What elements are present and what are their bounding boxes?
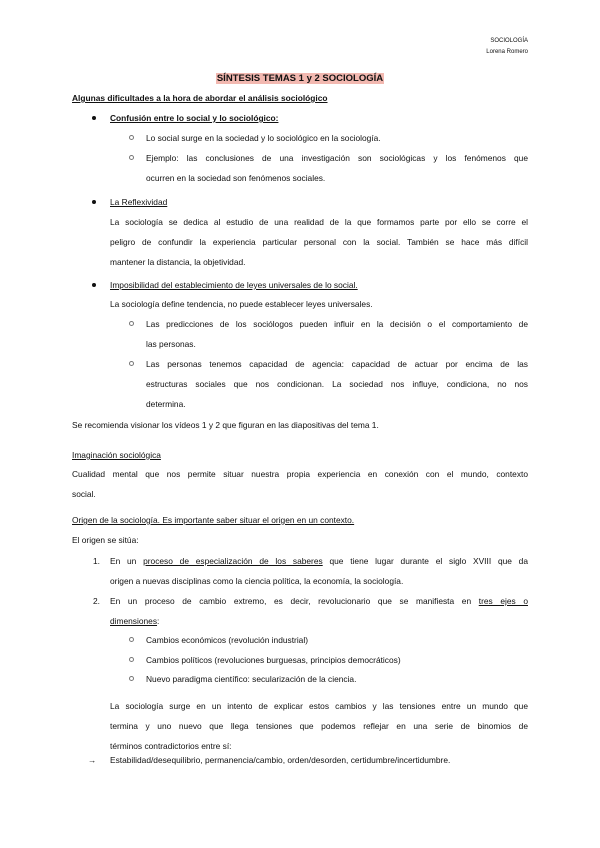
note: Se recomienda visionar los vídeos 1 y 2 que figuran en las diapositivas del tema 1. — [72, 420, 379, 430]
text: : — [157, 616, 160, 626]
circle-bullet-icon — [129, 321, 134, 326]
circle-bullet-icon — [129, 361, 134, 366]
list-item — [110, 596, 528, 606]
paragraph-line: El origen se sitúa: — [72, 535, 139, 545]
header-author: Lorena Romero — [486, 49, 528, 55]
list-item — [110, 556, 528, 566]
header-subject: SOCIOLOGÍA — [490, 38, 528, 44]
page-title: SÍNTESIS TEMAS 1 y 2 SOCIOLOGÍA — [216, 73, 384, 84]
list-item-cont — [110, 616, 159, 626]
text: En un proceso de cambio extremo, es decir, revolucionario que se manifiesta en — [110, 596, 479, 606]
list-item-cont: las personas. — [146, 339, 196, 349]
paragraph-line: peligro de confundir la experiencia particular personal con la social. También se hace más difícil — [110, 237, 528, 247]
list-item: Ejemplo: las conclusiones de una investigación son sociológicas y los fenómenos que — [146, 153, 528, 163]
paragraph-line: La sociología se dedica al estudio de una realidad de la que formamos parte por ello se corre el — [110, 217, 528, 227]
paragraph-line: La sociología surge en un intento de explicar estos cambios y las tensiones entre un mundo que — [110, 701, 528, 711]
bullet-icon — [92, 283, 96, 287]
bullet-icon — [92, 200, 96, 204]
circle-bullet-icon — [129, 657, 134, 662]
paragraph-line: términos contradictorios entre sí: — [110, 741, 232, 751]
bullet-label: Confusión entre lo social y lo sociológico: — [110, 113, 279, 123]
circle-bullet-icon — [129, 155, 134, 160]
paragraph-line: termina y uno nuevo que llega tensiones que podemos reflejar en una serie de binomios de — [110, 721, 528, 731]
section-heading: Origen de la sociología. Es importante saber situar el origen en un contexto. — [72, 515, 355, 525]
circle-bullet-icon — [129, 676, 134, 681]
bullet-icon — [92, 116, 96, 120]
underlined-text: proceso de especialización de los saberes — [143, 556, 323, 566]
underlined-text: tres ejes o — [478, 596, 528, 606]
circle-bullet-icon — [129, 135, 134, 140]
list-item: Cambios económicos (revolución industrial) — [146, 635, 308, 645]
list-item: Nuevo paradigma científico: secularización de la ciencia. — [146, 674, 357, 684]
circle-bullet-icon — [129, 637, 134, 642]
list-item: Cambios políticos (revoluciones burguesas, principios democráticos) — [146, 655, 401, 665]
list-number: 1. — [93, 556, 100, 566]
list-item-cont: ocurren en la sociedad son fenómenos sociales. — [146, 173, 326, 183]
list-item-cont: estructuras sociales que nos condicionan. La sociedad nos influye, condiciona, no nos — [146, 379, 528, 389]
paragraph-line: Cualidad mental que nos permite situar nuestra propia experiencia en conexión con el mundo, contexto — [72, 469, 528, 479]
section-heading: Imaginación sociológica — [72, 450, 161, 460]
bullet-label: La Reflexividad — [110, 197, 168, 207]
paragraph-line: social. — [72, 489, 96, 499]
arrow-item: Estabilidad/desequilibrio, permanencia/cambio, orden/desorden, certidumbre/incertidumbre. — [110, 755, 451, 765]
list-item: Las personas tenemos capacidad de agencia: capacidad de actuar por encima de las — [146, 359, 528, 369]
bullet-label: Imposibilidad del establecimiento de leyes universales de lo social. — [110, 280, 358, 290]
text: que tiene lugar durante el siglo XVIII que da — [322, 556, 528, 566]
text: En un — [110, 556, 144, 566]
list-item: Las predicciones de los sociólogos pueden influir en la decisión o el comportamiento de — [146, 319, 528, 329]
list-number: 2. — [93, 596, 100, 606]
underlined-text: dimensiones — [110, 616, 158, 626]
list-item-cont: origen a nuevas disciplinas como la ciencia política, la economía, la sociología. — [110, 576, 404, 586]
paragraph-line: mantener la distancia, la objetividad. — [110, 257, 246, 267]
section-heading: Algunas dificultades a la hora de abordar el análisis sociológico — [72, 93, 328, 103]
list-item-cont: determina. — [146, 399, 186, 409]
arrow-icon: → — [88, 755, 97, 765]
list-item: Lo social surge en la sociedad y lo sociológico en la sociología. — [146, 133, 381, 143]
paragraph-line: La sociología define tendencia, no puede establecer leyes universales. — [110, 299, 373, 309]
